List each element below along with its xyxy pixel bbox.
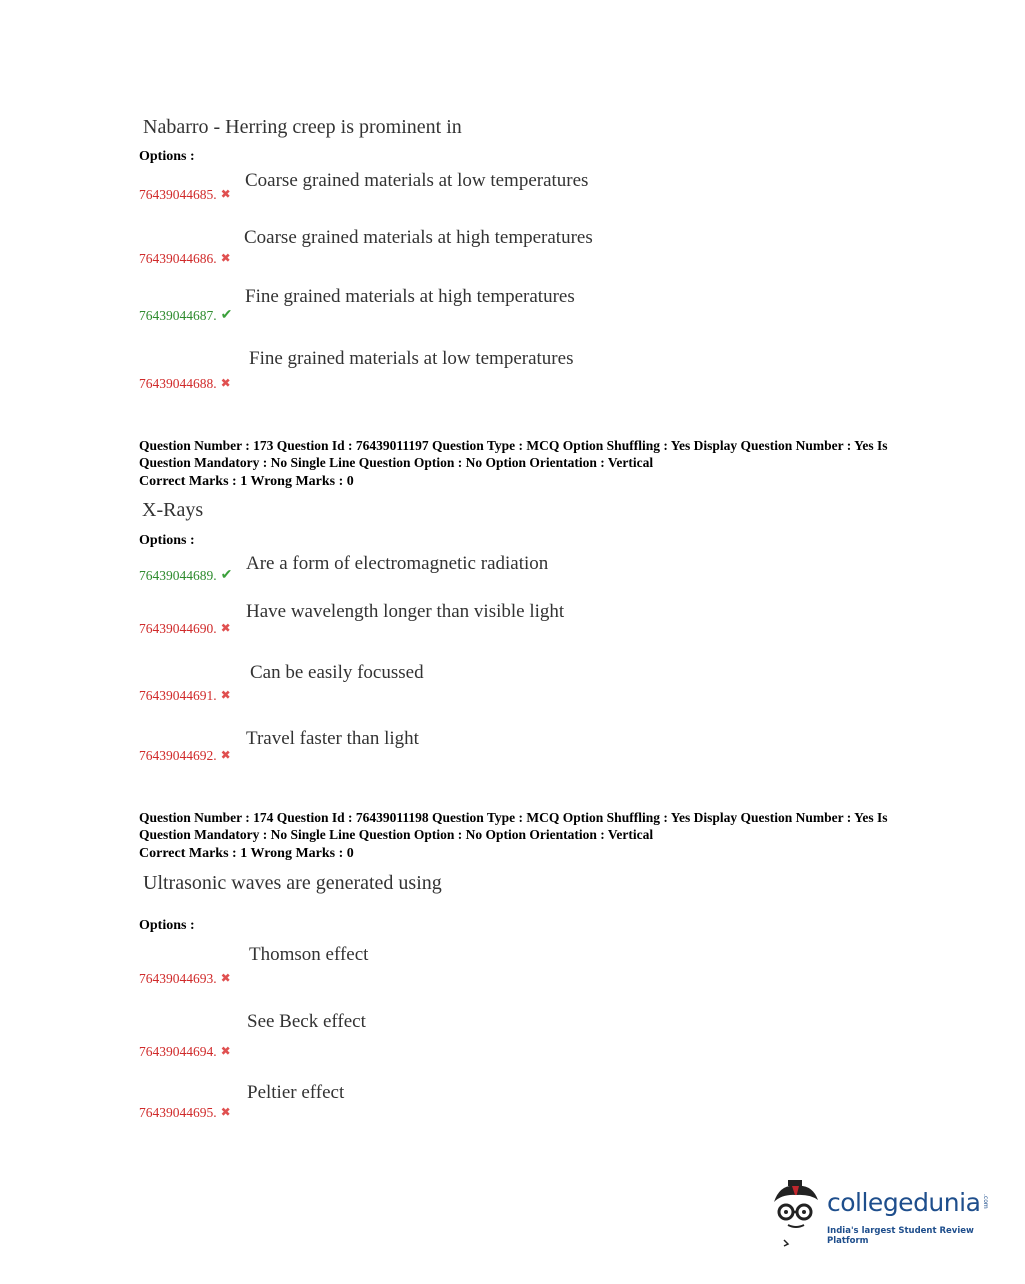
marks-info: Correct Marks : 1 Wrong Marks : 0 bbox=[139, 474, 354, 489]
question-text: Ultrasonic waves are generated using bbox=[143, 872, 442, 894]
check-icon: ✔ bbox=[220, 308, 233, 323]
options-label: Options : bbox=[139, 533, 195, 548]
wrong-icon: ✖ bbox=[220, 1105, 231, 1119]
option-text: Peltier effect bbox=[247, 1082, 345, 1103]
logo-tagline: India's largest Student Review Platform bbox=[827, 1226, 974, 1246]
option-text: Travel faster than light bbox=[246, 728, 419, 749]
question-meta: Question Number : 173 Question Id : 76439011197 Question Type : MCQ Option Shuffling : Yes Display Question Number : Yes Is Question Mandatory : No Single Line Question Option : No Option Orientation : Vertical bbox=[139, 438, 888, 470]
wrong-icon: ✖ bbox=[220, 688, 231, 702]
option-text: Are a form of electromagnetic radiation bbox=[246, 553, 549, 574]
options-label: Options : bbox=[139, 149, 195, 164]
option-id: 76439044685. ✖ bbox=[139, 187, 231, 202]
options-label: Options : bbox=[139, 918, 195, 933]
option-text: See Beck effect bbox=[247, 1011, 366, 1032]
option-id: 76439044692. ✖ bbox=[139, 748, 231, 763]
option-id: 76439044689. ✔ bbox=[139, 568, 233, 583]
wrong-icon: ✖ bbox=[220, 251, 231, 265]
option-id: 76439044687. ✔ bbox=[139, 308, 233, 323]
option-text: Can be easily focussed bbox=[250, 662, 424, 683]
question-meta: Question Number : 174 Question Id : 76439011198 Question Type : MCQ Option Shuffling : Yes Display Question Number : Yes Is Question Mandatory : No Single Line Question Option : No Option Orientation : Vertical bbox=[139, 810, 888, 842]
logo-wordmark: collegedunia bbox=[827, 1188, 981, 1217]
option-id: 76439044695. ✖ bbox=[139, 1105, 231, 1120]
collegedunia-logo bbox=[766, 1178, 996, 1248]
wrong-icon: ✖ bbox=[220, 187, 231, 201]
logo-domain: .com bbox=[982, 1194, 989, 1209]
marks-info: Correct Marks : 1 Wrong Marks : 0 bbox=[139, 846, 354, 861]
check-icon: ✔ bbox=[220, 568, 233, 583]
option-id: 76439044694. ✖ bbox=[139, 1044, 231, 1059]
mascot-icon bbox=[766, 1178, 824, 1248]
option-text: Fine grained materials at high temperatures bbox=[245, 286, 575, 307]
question-text: Nabarro - Herring creep is prominent in bbox=[143, 116, 462, 138]
wrong-icon: ✖ bbox=[220, 1044, 231, 1058]
question-text: X-Rays bbox=[142, 499, 204, 521]
option-id: 76439044688. ✖ bbox=[139, 376, 231, 391]
option-text: Thomson effect bbox=[249, 944, 369, 965]
option-id: 76439044686. ✖ bbox=[139, 251, 231, 266]
wrong-icon: ✖ bbox=[220, 971, 231, 985]
option-id: 76439044693. ✖ bbox=[139, 971, 231, 986]
option-text: Coarse grained materials at low temperatures bbox=[245, 170, 589, 191]
option-id: 76439044690. ✖ bbox=[139, 621, 231, 636]
option-text: Have wavelength longer than visible light bbox=[246, 601, 565, 622]
wrong-icon: ✖ bbox=[220, 748, 231, 762]
wrong-icon: ✖ bbox=[220, 376, 231, 390]
wrong-icon: ✖ bbox=[220, 621, 231, 635]
option-text: Coarse grained materials at high temperatures bbox=[244, 227, 593, 248]
option-id: 76439044691. ✖ bbox=[139, 688, 231, 703]
option-text: Fine grained materials at low temperatures bbox=[249, 348, 574, 369]
